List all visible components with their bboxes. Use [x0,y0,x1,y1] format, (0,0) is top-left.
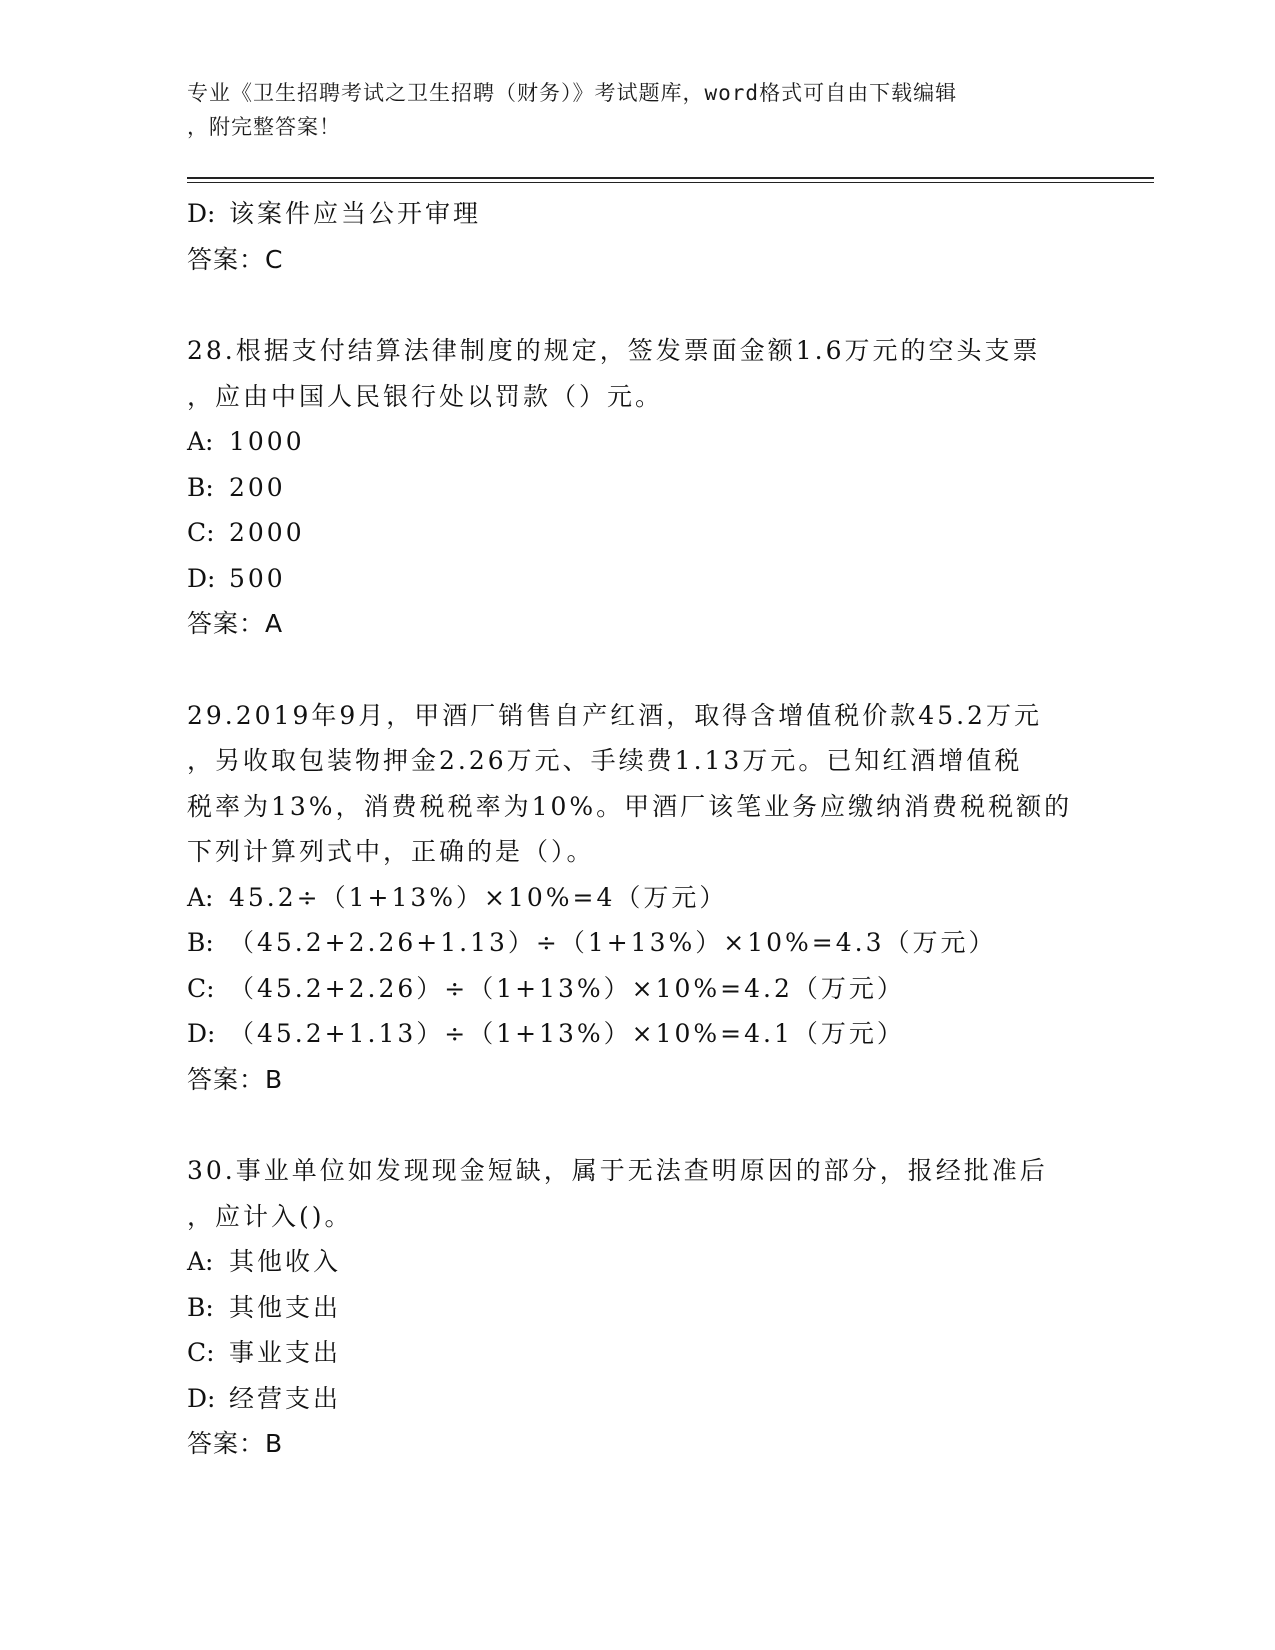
question-list [187,191,1087,1467]
option-text: 事业支出 [229,1338,342,1367]
option-d [187,1376,1087,1422]
spacer [187,647,1087,693]
option-label: D: [187,563,216,593]
question-stem-line: 28.根据支付结算法律制度的规定，签发票面金额1.6万元的空头支票 [187,336,1041,365]
prev-question [187,191,1087,282]
question-29 [187,693,1087,1103]
header-line-1: 专业《卫生招聘考试之卫生招聘（财务）》考试题库，word格式可自由下载编辑 [187,81,958,105]
option-a [187,419,1087,465]
option-c [187,1330,1087,1376]
option-text: 2000 [229,518,305,547]
option-c [187,966,1087,1012]
option-c [187,510,1087,556]
option-label: B: [187,472,214,502]
question-stem-line: 30.事业单位如发现现金短缺，属于无法查明原因的部分，报经批准后 [187,1156,1048,1185]
option-text: 经营支出 [229,1383,342,1413]
option-label: B: [187,1292,214,1322]
option-label: D: [187,199,216,228]
option-a [187,875,1087,921]
option-label: B: [187,928,214,957]
question-stem-line: ，应由中国人民银行处以罚款（）元。 [187,381,664,411]
option-label: D: [187,1019,216,1048]
header-line-2: ，附完整答案！ [187,115,341,139]
question-30 [187,1148,1087,1467]
option-b [187,1285,1087,1331]
option-text: （45.2+2.26+1.13）÷（1+13%）×10%=4.3（万元） [229,928,997,957]
answer-line: 答案：B [187,1064,284,1094]
option-label: C: [187,518,215,547]
option-d [187,556,1087,602]
option-text: 200 [229,472,286,502]
header-divider-thin [187,182,1154,183]
answer-line: 答案：A [187,609,284,638]
option-text: 1000 [229,427,305,456]
option-label: C: [187,973,215,1003]
option-label: C: [187,1338,215,1367]
header-divider-thick [187,177,1154,179]
option-d [187,1011,1087,1057]
option-text: 其他支出 [229,1292,342,1322]
option-text: 其他收入 [229,1247,342,1276]
option-b [187,465,1087,511]
question-stem-line: 税率为13%，消费税税率为10%。甲酒厂该笔业务应缴纳消费税税额的 [187,791,1073,821]
option-b [187,920,1087,966]
option-a [187,1239,1087,1285]
option-label: A: [187,1247,214,1276]
question-stem-line: ，另收取包装物押金2.26万元、手续费1.13万元。已知红酒增值税 [187,746,1023,775]
answer-line: 答案：C [187,244,284,274]
option-text: （45.2+1.13）÷（1+13%）×10%=4.1（万元） [229,1019,905,1048]
option-d [187,191,1087,237]
answer-line: 答案：B [187,1429,284,1458]
spacer [187,282,1087,328]
document-header [187,76,1067,144]
option-text: 500 [229,563,286,593]
option-label: A: [187,882,214,912]
option-text: 45.2÷（1+13%）×10%=4（万元） [229,882,728,912]
question-28 [187,328,1087,647]
question-stem-line: 29.2019年9月，甲酒厂销售自产红酒，取得含增值税价款45.2万元 [187,700,1042,730]
option-text: 该案件应当公开审理 [229,199,482,228]
option-text: （45.2+2.26）÷（1+13%）×10%=4.2（万元） [229,973,905,1003]
option-label: D: [187,1383,216,1413]
question-stem-line: 下列计算列式中，正确的是（）。 [187,837,595,866]
option-label: A: [187,427,214,456]
spacer [187,1102,1087,1148]
question-stem-line: ，应计入()。 [187,1201,353,1231]
